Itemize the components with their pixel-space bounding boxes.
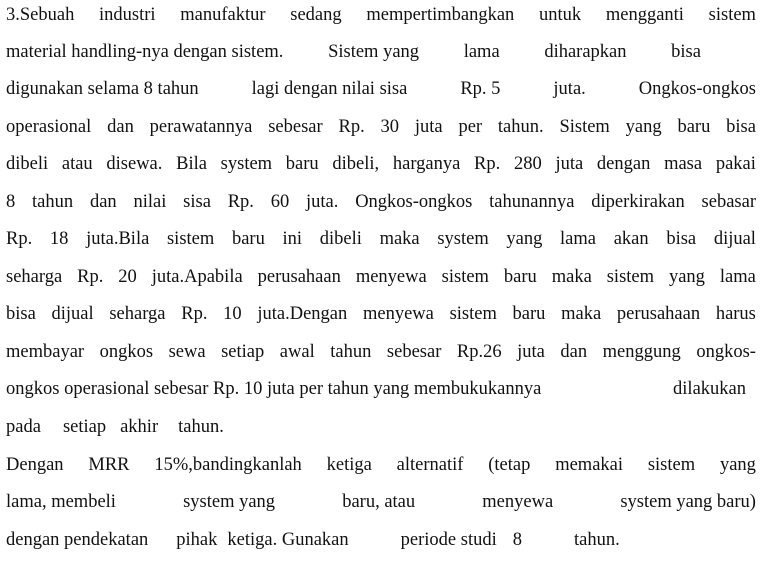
paragraph-2-line-1: [6, 450, 756, 480]
phrase: tahun.: [573, 530, 620, 550]
word: system: [220, 154, 273, 174]
phrase: ketiga. Gunakan: [227, 530, 349, 550]
phrase: lama, membeli: [6, 492, 116, 512]
word: untuk: [539, 5, 582, 25]
word: ketiga: [326, 455, 372, 475]
word: dijual: [51, 304, 94, 324]
word: 30: [380, 117, 400, 137]
paragraph-1-line-7: [6, 224, 756, 254]
paragraph-2-line-2: [6, 487, 756, 517]
word: dibeli: [319, 229, 362, 249]
word: Rp.: [6, 229, 33, 249]
word: akan: [613, 229, 649, 249]
phrase: Ongkos-ongkos: [638, 79, 756, 99]
word: Rp.: [227, 192, 254, 212]
word: tahun.: [497, 117, 544, 137]
phrase: material handling-nya dengan sistem.: [6, 42, 284, 62]
word: baru: [503, 267, 537, 287]
phrase: lama: [463, 42, 500, 62]
word: dan: [107, 117, 134, 137]
word: perawatannya: [149, 117, 253, 137]
word: juta: [517, 342, 545, 362]
word: 60: [270, 192, 290, 212]
word: 280: [513, 154, 542, 174]
word: yang: [668, 267, 705, 287]
phrase: lagi dengan nilai sisa: [251, 79, 408, 99]
word: atau: [61, 154, 93, 174]
word: perusahaan: [257, 267, 341, 287]
word: dan: [560, 342, 588, 362]
phrase: digunakan selama 8 tahun: [6, 79, 199, 99]
word: menyewa: [362, 304, 434, 324]
word: baru: [512, 304, 546, 324]
word: menggung: [602, 342, 681, 362]
word: juta.Bila: [86, 229, 150, 249]
word: mempertimbangkan: [366, 5, 515, 25]
word: sistem: [708, 5, 756, 25]
word: sebasar: [701, 192, 756, 212]
phrase: bisa: [671, 42, 701, 62]
word: (tetap: [488, 455, 531, 475]
paragraph-1-line-4: [6, 112, 756, 142]
word: awal: [279, 342, 315, 362]
word: Rp.: [181, 304, 208, 324]
phrase: dilakukan: [673, 379, 746, 399]
word: yang: [506, 229, 543, 249]
word: bisa: [6, 304, 36, 324]
word: 3.Sebuah: [6, 5, 75, 25]
word: baru: [231, 229, 265, 249]
word: dibeli,: [332, 154, 380, 174]
word: operasional: [6, 117, 92, 137]
word: yang: [719, 455, 756, 475]
paragraph-1-line-9: [6, 299, 756, 329]
word: MRR: [88, 455, 130, 475]
phrase: pihak: [176, 530, 218, 550]
word: Rp.: [77, 267, 104, 287]
word: menyewa: [355, 267, 427, 287]
word: memakai: [555, 455, 624, 475]
word: dengan: [596, 154, 651, 174]
word: 20: [118, 267, 137, 287]
word: harganya: [392, 154, 461, 174]
word: akhir: [120, 417, 159, 437]
phrase: system yang: [183, 492, 276, 512]
phrase: periode studi: [400, 530, 497, 550]
phrase: ongkos operasional sebesar Rp. 10 juta per tahun yang membukukannya: [6, 379, 542, 399]
paragraph-1-line-12: [6, 412, 756, 442]
paragraph-1-line-11: [6, 374, 756, 404]
word: sedang: [290, 5, 342, 25]
phrase: menyewa: [482, 492, 554, 512]
paragraph-1-line-10: [6, 337, 756, 367]
word: dijual: [713, 229, 756, 249]
phrase: Rp. 5: [460, 79, 501, 99]
paragraph-1-line-2: [6, 37, 756, 67]
word: manufaktur: [180, 5, 266, 25]
word: Dengan: [6, 455, 64, 475]
word: maka: [561, 304, 602, 324]
word: perusahaan: [616, 304, 701, 324]
word: 8: [6, 192, 16, 212]
word: seharga: [6, 267, 63, 287]
word: mengganti: [605, 5, 684, 25]
phrase: diharapkan: [544, 42, 627, 62]
word: system: [437, 229, 489, 249]
word: Bila: [176, 154, 207, 174]
word: membayar: [6, 342, 85, 362]
word: sebesar: [386, 342, 442, 362]
word: ongkos-: [696, 342, 756, 362]
paragraph-1-line-1: [6, 0, 756, 30]
phrase: system yang baru): [620, 492, 756, 512]
word: industri: [99, 5, 156, 25]
word: Rp.: [338, 117, 365, 137]
word: sistem: [441, 267, 489, 287]
paragraph-1-line-6: [6, 187, 756, 217]
word: lama: [560, 229, 596, 249]
word: lama: [719, 267, 756, 287]
word: seharga: [109, 304, 166, 324]
word: nilai: [133, 192, 167, 212]
word: juta: [414, 117, 443, 137]
word: Rp.: [474, 154, 501, 174]
word: bisa: [726, 117, 756, 137]
word: baru: [677, 117, 711, 137]
word: bisa: [666, 229, 697, 249]
phrase: Sistem yang: [328, 42, 420, 62]
word: tahun: [330, 342, 372, 362]
word: pakai: [715, 154, 756, 174]
paragraph-1-line-8: [6, 262, 756, 292]
word: disewa.: [106, 154, 163, 174]
word: dan: [89, 192, 117, 212]
word: juta.: [306, 192, 339, 212]
word: 10: [223, 304, 242, 324]
word: Rp.26: [456, 342, 502, 362]
phrase: baru, atau: [342, 492, 416, 512]
word: juta: [555, 154, 584, 174]
word: sisa: [183, 192, 211, 212]
word: alternatif: [396, 455, 464, 475]
word: per: [458, 117, 483, 137]
word: pada: [6, 417, 41, 437]
word: yang: [625, 117, 662, 137]
word: diperkirakan: [591, 192, 685, 212]
word: 18: [49, 229, 69, 249]
word: sistem: [647, 455, 696, 475]
word: Ongkos-ongkos: [355, 192, 473, 212]
word: sistem: [166, 229, 215, 249]
word: baru: [285, 154, 319, 174]
word: ini: [282, 229, 303, 249]
word: setiap: [221, 342, 265, 362]
word: tahun.: [178, 417, 224, 437]
word: sebesar: [268, 117, 323, 137]
paragraph-1-line-5: [6, 149, 756, 179]
word: setiap: [62, 417, 107, 437]
word: sistem: [449, 304, 497, 324]
phrase: 8: [512, 530, 522, 550]
word: maka: [379, 229, 420, 249]
word: dibeli: [6, 154, 49, 174]
word: maka: [551, 267, 592, 287]
word: sewa: [168, 342, 206, 362]
word: ongkos: [99, 342, 154, 362]
word: Sistem: [559, 117, 610, 137]
paragraph-1-line-3: [6, 74, 756, 104]
word: masa: [664, 154, 703, 174]
word: 15%,bandingkanlah: [154, 455, 302, 475]
word: juta.Apabila: [151, 267, 243, 287]
word: tahun: [32, 192, 74, 212]
word: harus: [715, 304, 756, 324]
word: tahunannya: [489, 192, 575, 212]
word: sistem: [606, 267, 655, 287]
phrase: juta.: [553, 79, 586, 99]
phrase: dengan pendekatan: [6, 530, 149, 550]
paragraph-2-line-3: [6, 525, 756, 555]
word: juta.Dengan: [257, 304, 348, 324]
